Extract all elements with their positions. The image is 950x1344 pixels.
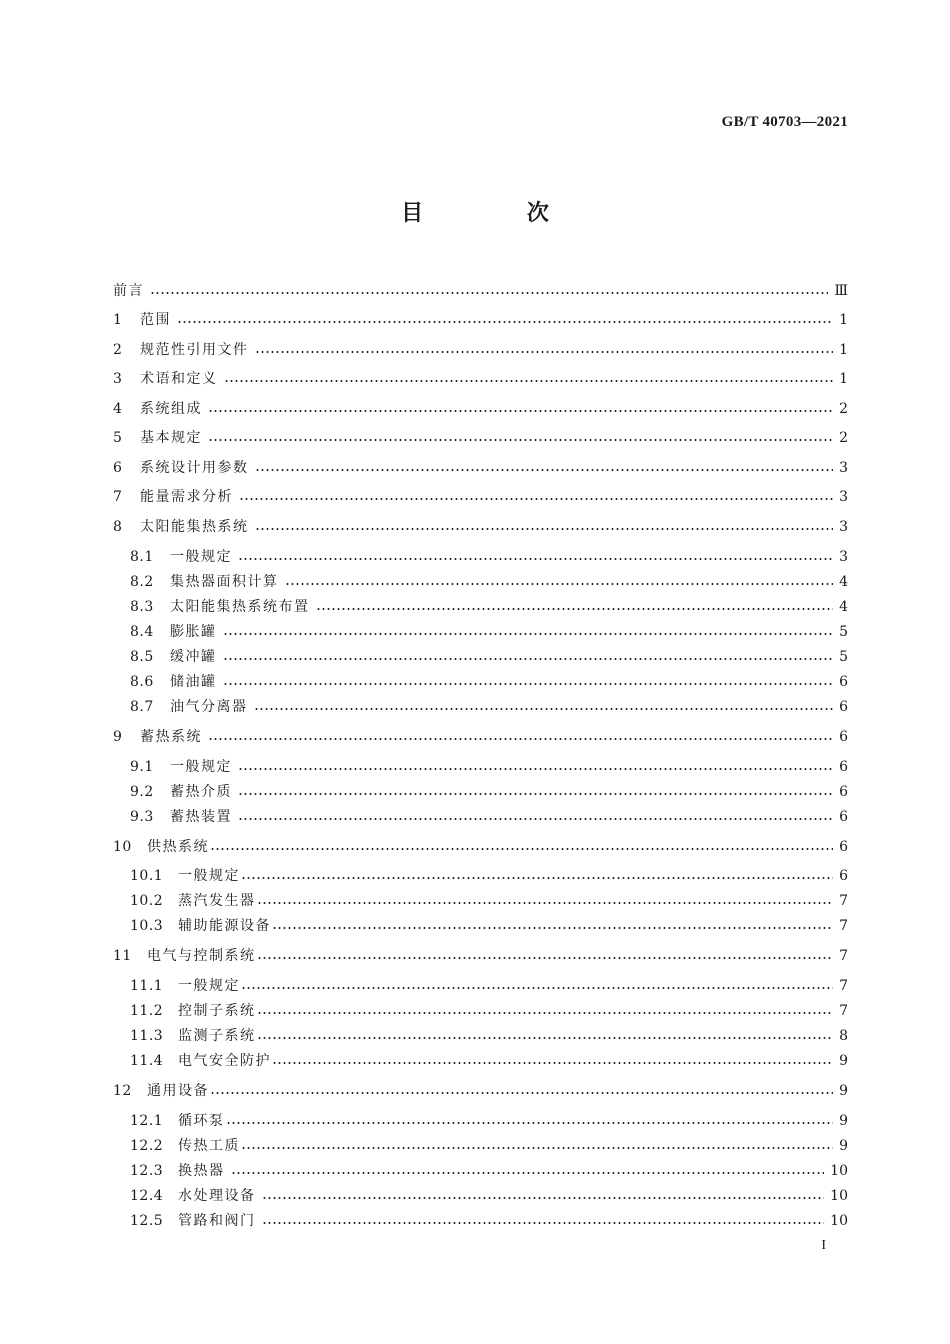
- toc-entry-2[interactable]: [113, 337, 848, 359]
- toc-entry-11-3[interactable]: [130, 1023, 848, 1045]
- toc-entry-label: 太阳能集热系统布置: [170, 599, 310, 615]
- toc-entry-number: 8.5: [130, 649, 154, 665]
- toc-entry-foreword[interactable]: [113, 278, 848, 300]
- toc-entry-page: 1: [839, 371, 848, 387]
- page-number: I: [821, 1238, 826, 1253]
- toc-entry-11-2[interactable]: [130, 998, 848, 1020]
- toc-entry-number: 3: [113, 371, 123, 387]
- toc-entry-page: 5: [839, 649, 848, 665]
- toc-leader: [255, 350, 834, 354]
- toc-entry-label: 供热系统: [147, 839, 209, 855]
- toc-entry-page: 9: [839, 1138, 848, 1154]
- toc-leader: [150, 291, 828, 295]
- toc-entry-number: 9.2: [130, 784, 154, 800]
- toc-entry-8[interactable]: [113, 514, 848, 536]
- toc-entry-6[interactable]: [113, 455, 848, 477]
- toc-leader: [238, 792, 833, 796]
- toc-entry-number: 9.1: [130, 759, 154, 775]
- toc-entry-number: 9.3: [130, 809, 154, 825]
- toc-entry-number: 8.6: [130, 674, 154, 690]
- toc-leader: [255, 527, 834, 531]
- toc-entry-page: 7: [839, 978, 848, 994]
- toc-entry-label: 换热器: [178, 1163, 225, 1179]
- toc-entry-label: 一般规定: [170, 549, 232, 565]
- toc-entry-label: 范围: [140, 312, 171, 328]
- toc-entry-page: 10: [830, 1213, 848, 1229]
- toc-entry-page: 6: [839, 729, 848, 745]
- toc-entry-number: 8.3: [130, 599, 154, 615]
- toc-entry-number: 11.1: [130, 978, 164, 994]
- toc-entry-5[interactable]: [113, 425, 848, 447]
- toc-entry-page: 7: [839, 948, 848, 964]
- toc-entry-label: 太阳能集热系统: [140, 519, 249, 535]
- toc-entry-number: 8.1: [130, 549, 154, 565]
- toc-entry-page: 4: [839, 574, 848, 590]
- toc-leader: [223, 657, 834, 661]
- toc-entry-page: 1: [839, 342, 848, 358]
- toc-leader: [223, 632, 834, 636]
- toc-entry-label: 管路和阀门: [178, 1213, 256, 1229]
- toc-entry-8-4[interactable]: [130, 619, 848, 641]
- toc-leader: [208, 409, 833, 413]
- toc-entry-9[interactable]: [113, 724, 848, 746]
- toc-entry-number: 10.2: [130, 893, 164, 909]
- toc-entry-number: 11.2: [130, 1003, 164, 1019]
- toc-leader: [208, 438, 833, 442]
- toc-leader: [239, 497, 833, 501]
- toc-entry-page: 5: [839, 624, 848, 640]
- toc-entry-page: 9: [839, 1053, 848, 1069]
- toc-entry-4[interactable]: [113, 396, 848, 418]
- toc-entry-number: 10: [113, 839, 132, 855]
- toc-entry-label: 集热器面积计算: [170, 574, 279, 590]
- toc-entry-label: 蓄热介质: [170, 784, 232, 800]
- toc-entry-8-1[interactable]: [130, 544, 848, 566]
- toc-leader: [241, 876, 833, 880]
- toc-entry-number: 6: [113, 460, 123, 476]
- toc-entry-label: 电气安全防护: [178, 1053, 271, 1069]
- toc-leader: [241, 1146, 833, 1150]
- toc-entry-12-3[interactable]: [130, 1158, 848, 1180]
- toc-entry-11[interactable]: [113, 943, 848, 965]
- toc-entry-10-1[interactable]: [130, 863, 848, 885]
- toc-entry-number: 8.7: [130, 699, 154, 715]
- toc-entry-page: 3: [839, 489, 848, 505]
- toc-entry-label: 前言: [113, 283, 144, 299]
- toc-entry-label: 规范性引用文件: [140, 342, 249, 358]
- toc-entry-12[interactable]: [113, 1078, 848, 1100]
- toc-entry-label: 水处理设备: [178, 1188, 256, 1204]
- toc-entry-page: 6: [839, 868, 848, 884]
- toc-title: 目 次: [401, 201, 597, 226]
- toc-leader: [257, 1036, 834, 1040]
- toc-leader: [210, 1091, 833, 1095]
- toc-entry-8-7[interactable]: [130, 694, 848, 716]
- toc-entry-label: 储油罐: [170, 674, 217, 690]
- toc-entry-label: 传热工质: [178, 1138, 240, 1154]
- toc-entry-number: 4: [113, 401, 123, 417]
- toc-leader: [231, 1171, 825, 1175]
- toc-entry-number: 12.1: [130, 1113, 164, 1129]
- toc-entry-page: Ⅲ: [834, 283, 848, 299]
- toc-entry-number: 12: [113, 1083, 132, 1099]
- toc-entry-page: 6: [839, 759, 848, 775]
- toc-entry-label: 油气分离器: [170, 699, 248, 715]
- toc-entry-page: 6: [839, 839, 848, 855]
- toc-leader: [254, 707, 834, 711]
- toc-entry-number: 9: [113, 729, 123, 745]
- toc-leader: [238, 557, 833, 561]
- toc-entry-label: 基本规定: [140, 430, 202, 446]
- toc-entry-number: 12.5: [130, 1213, 164, 1229]
- toc-entry-number: 11.3: [130, 1028, 164, 1044]
- toc-entry-12-4[interactable]: [130, 1183, 848, 1205]
- toc-entry-label: 控制子系统: [178, 1003, 256, 1019]
- toc-leader: [285, 582, 834, 586]
- toc-entry-8-2[interactable]: [130, 569, 848, 591]
- toc-entry-page: 3: [839, 460, 848, 476]
- toc-entry-label: 蓄热系统: [140, 729, 202, 745]
- toc-entry-number: 10.1: [130, 868, 164, 884]
- toc-entry-page: 7: [839, 918, 848, 934]
- toc-entry-7[interactable]: [113, 484, 848, 506]
- toc-entry-label: 术语和定义: [140, 371, 218, 387]
- toc-entry-page: 9: [839, 1083, 848, 1099]
- toc-entry-label: 膨胀罐: [170, 624, 217, 640]
- toc-leader: [262, 1221, 825, 1225]
- toc-entry-11-1[interactable]: [130, 973, 848, 995]
- toc-entry-label: 辅助能源设备: [178, 918, 271, 934]
- toc-entry-number: 12.2: [130, 1138, 164, 1154]
- toc-entry-label: 一般规定: [178, 978, 240, 994]
- toc-entry-label: 电气与控制系统: [147, 948, 256, 964]
- toc-entry-number: 8: [113, 519, 123, 535]
- standard-code: GB/T 40703—2021: [721, 114, 848, 130]
- toc-entry-label: 蒸汽发生器: [178, 893, 256, 909]
- toc-entry-11-4[interactable]: [130, 1048, 848, 1070]
- toc-entry-number: 12.3: [130, 1163, 164, 1179]
- toc-entry-page: 3: [839, 549, 848, 565]
- toc-leader: [316, 607, 834, 611]
- toc-entry-12-1[interactable]: [130, 1108, 848, 1130]
- toc-entry-number: 10.3: [130, 918, 164, 934]
- toc-leader: [238, 767, 833, 771]
- toc-entry-label: 一般规定: [170, 759, 232, 775]
- toc-entry-label: 缓冲罐: [170, 649, 217, 665]
- toc-leader: [262, 1196, 825, 1200]
- toc-entry-9-1[interactable]: [130, 754, 848, 776]
- toc-entry-page: 10: [830, 1188, 848, 1204]
- toc-entry-page: 7: [839, 893, 848, 909]
- toc-leader: [224, 379, 834, 383]
- toc-entry-9-2[interactable]: [130, 779, 848, 801]
- toc-entry-page: 1: [839, 312, 848, 328]
- toc-entry-page: 8: [839, 1028, 848, 1044]
- toc-entry-label: 一般规定: [178, 868, 240, 884]
- toc-entry-3[interactable]: [113, 366, 848, 388]
- toc-leader: [257, 901, 834, 905]
- toc-leader: [241, 986, 833, 990]
- toc-leader: [257, 956, 834, 960]
- toc-entry-1[interactable]: [113, 307, 848, 329]
- toc-leader: [177, 320, 833, 324]
- toc-entry-8-3[interactable]: [130, 594, 848, 616]
- toc-entry-label: 监测子系统: [178, 1028, 256, 1044]
- toc-entry-label: 循环泵: [178, 1113, 225, 1129]
- toc-entry-label: 系统组成: [140, 401, 202, 417]
- toc-entry-number: 11: [113, 948, 132, 964]
- toc-entry-page: 6: [839, 699, 848, 715]
- toc-entry-9-3[interactable]: [130, 804, 848, 826]
- toc-leader: [238, 817, 833, 821]
- toc-entry-page: 6: [839, 674, 848, 690]
- toc-entry-page: 10: [830, 1163, 848, 1179]
- toc-entry-label: 通用设备: [147, 1083, 209, 1099]
- toc-entry-page: 3: [839, 519, 848, 535]
- toc-entry-label: 系统设计用参数: [140, 460, 249, 476]
- toc-leader: [257, 1011, 834, 1015]
- toc-entry-page: 6: [839, 809, 848, 825]
- toc-entry-8-5[interactable]: [130, 644, 848, 666]
- toc-leader: [272, 926, 833, 930]
- toc-entry-number: 1: [113, 312, 123, 328]
- toc-leader: [226, 1121, 834, 1125]
- toc-leader: [255, 468, 834, 472]
- toc-entry-page: 2: [839, 401, 848, 417]
- toc-entry-12-2[interactable]: [130, 1133, 848, 1155]
- toc-entry-number: 5: [113, 430, 123, 446]
- toc-entry-number: 2: [113, 342, 123, 358]
- toc-leader: [272, 1061, 833, 1065]
- toc-entry-10[interactable]: [113, 834, 848, 856]
- toc-entry-number: 8.2: [130, 574, 154, 590]
- toc-entry-number: 12.4: [130, 1188, 164, 1204]
- toc-leader: [210, 847, 833, 851]
- toc-entry-number: 8.4: [130, 624, 154, 640]
- toc-leader: [208, 737, 833, 741]
- toc-leader: [223, 682, 834, 686]
- toc-entry-page: 2: [839, 430, 848, 446]
- toc-entry-10-2[interactable]: [130, 888, 848, 910]
- toc-entry-page: 9: [839, 1113, 848, 1129]
- toc-entry-page: 6: [839, 784, 848, 800]
- toc-entry-number: 11.4: [130, 1053, 164, 1069]
- toc-entry-12-5[interactable]: [130, 1208, 848, 1230]
- toc-entry-number: 7: [113, 489, 123, 505]
- toc-entry-10-3[interactable]: [130, 913, 848, 935]
- toc-entry-page: 4: [839, 599, 848, 615]
- toc-entry-label: 蓄热装置: [170, 809, 232, 825]
- toc-entry-8-6[interactable]: [130, 669, 848, 691]
- toc-entry-label: 能量需求分析: [140, 489, 233, 505]
- toc-entry-page: 7: [839, 1003, 848, 1019]
